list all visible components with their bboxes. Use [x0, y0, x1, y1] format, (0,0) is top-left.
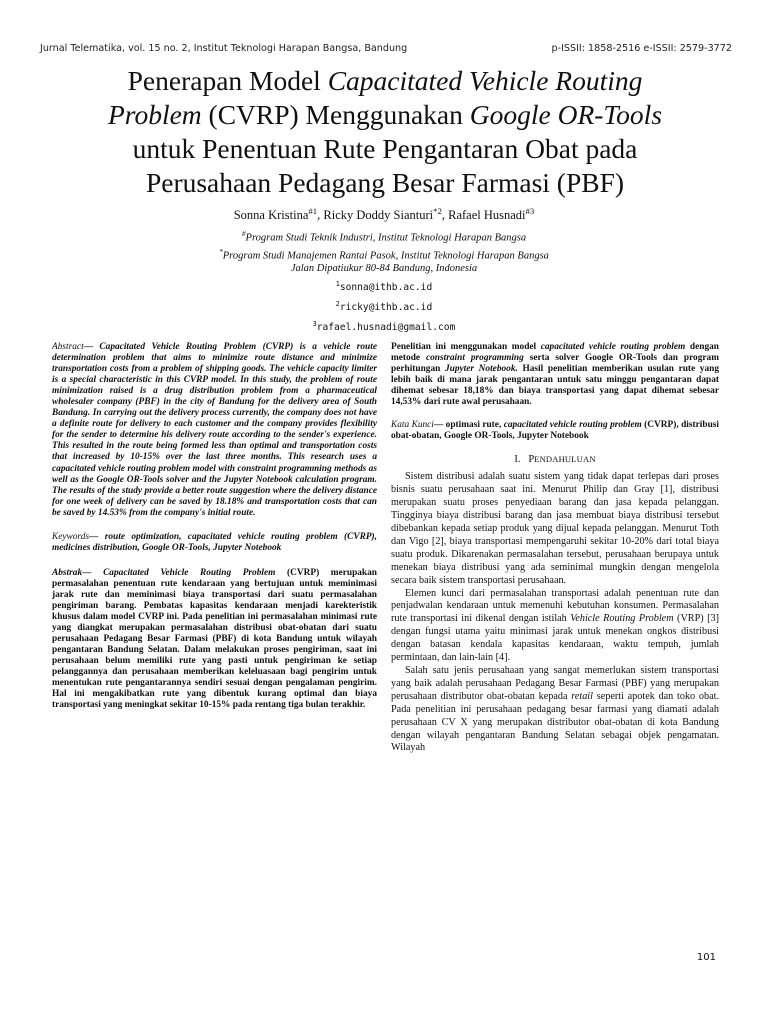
body-italic-term: Vehicle Routing Problem — [570, 613, 674, 625]
abstrak-text: Hasil penelitian memberikan usulan rute yang lebih baik di mana jarak pengantaran untuk satu minggu pengantaran dapat dihemat sebesar 18,18% dan biaya transportasi yang dapat dihemat sebesar 14,53% dari rute awal perusahaan. — [391, 364, 720, 408]
author-list — [0, 206, 768, 223]
keywords-english — [52, 532, 377, 554]
keywords-text: — route optimization, capacitated vehicle routing problem (CVRP), medicines distribution, Google OR-Tools, Jupyter Notebook — [52, 531, 377, 553]
affiliation-line — [0, 245, 768, 263]
running-header — [40, 43, 732, 57]
abstrak-text: serta solver Google OR-Tools dan program perhitungan — [391, 353, 719, 375]
kata-kunci-italic-term: capacitated vehicle routing problem — [503, 420, 642, 431]
title-text: (CVRP) Menggunakan — [201, 99, 470, 130]
author-separator: , — [317, 208, 324, 223]
author-mark: #3 — [525, 206, 535, 216]
title-line: untuk Penentuan Rute Pengantaran Obat pada — [132, 133, 638, 164]
section-title-initial: P — [528, 454, 535, 466]
abstrak-text: (CVRP) merupakan permasalahan penentuan rute kendaraan yang bertujuan untuk meminimasi jarak rute dan meminimasi biaya transportasi dari suatu permasalahan pengiriman barang. Pembatas kapasitas kendaraan menjadi karekteristik khusus dalam model CVRP ini. Pada penelitian ini permasalahan minimasi rute yang diangkat merupakan permasalahan distribusi obat-obatan dari suatu perusahaan Pedagang Besar Farmasi (PBF) di kota Bandung untuk wilayah pengantaran Bandung Selatan. Dalam melakukan proses pengiriman, saat ini perusahaan belum memiliki rute yang pasti untuk pengiriman ke setiap pelanggannya dan perusahaan memberikan keleluasaan bagi pengirim untuk menentukan rute pengantarannya sendiri sesuai dengan pengalaman pengirim. Hal ini mengakibatkan rute yang dibentuk kurang optimal dan biaya transportasi yang meningkat sekitar 10-15% pada rentang tiga bulan terakhir. — [52, 567, 377, 711]
author-mark: #1 — [308, 206, 318, 216]
title-italic-term: Capacitated Vehicle Routing — [327, 65, 643, 96]
issn-info: p-ISSII: 1858-2516 e-ISSII: 2579-3772 — [551, 43, 732, 54]
title-text: Penerapan Model — [127, 65, 328, 96]
title-italic-term: Google OR-Tools — [469, 99, 663, 130]
keywords-label: Keywords — [52, 531, 90, 542]
abstrak-italic-term: Jupyter Notebook. — [444, 364, 518, 375]
email-list — [0, 276, 768, 337]
kata-kunci — [391, 420, 719, 442]
author-name: Ricky Doddy Sianturi — [323, 208, 434, 223]
abstrak-label: Abstrak — [52, 567, 83, 578]
abstrak-text: Penelitian ini menggunakan model — [391, 342, 541, 352]
email-address[interactable]: ricky@ithb.ac.id — [339, 302, 433, 314]
affiliation-address: Jalan Dipatiukur 80-84 Bandung, Indonesia — [290, 263, 478, 274]
abstract-english — [52, 342, 377, 519]
kata-kunci-text: (CVRP), distribusi obat-obatan, Google OR-Tools, Jupyter Notebook — [391, 420, 719, 442]
abstract-text: — Capacitated Vehicle Routing Problem (CVRP) is a vehicle route determination problem that aims to minimize route distance and minimize transportation costs from a problem of shipping goods. The vehicle capacity limiter is a special characteristic in this CVRP model. In this study, the problem of route minimization raised is a drug distribution problem from a pharmaceutical wholesaler company (PBF) in the city of Bandung for the delivery area of South Bandung. In carrying out the delivery process currently, the company does not have a definite route for delivery to each customer and the company provides flexibility for the sender to determine his delivery route according to the sender's experience. This resulted in the route being formed less than optimal and transportation costs that increased by 10-15% over the last three months. This research uses a capacitated vehicle routing problem model with constraint programming methods as well as the Google OR-Tools solver and the Jupyter Notebook calculation program. The results of the study provide a better route suggestion where the delivery distance for one week of delivery can be saved by 18.18% and transportation costs that can be saved by 14.53% from the company's initial route. — [52, 342, 377, 518]
body-paragraph: Sistem distribusi adalah suatu sistem yang tidak dapat terlepas dari proses bisnis suatu perusahaan saat ini. Menurut Philip dan Gray [1], distribusi merupakan suatu proses penyediaan barang dan jasa kepada pelanggan. Tingginya biaya distribusi barang dan jasa membuat biaya distribusi tersebut dibebankan kepada setiap produk yang dijual kepada pelanggan. Menurut Toth dan Vigo [2], biaya transportasi mempengaruhi sekitar 10-20% dari total biaya suatu produk. Dikarenakan permasalahan tersebut, perusahaan berupaya untuk menekan biaya distribusi yang ada seminimal mungkin dengan mengelola secara baik sistem transportasi perusahaan. — [391, 471, 719, 586]
body-paragraph — [391, 665, 719, 755]
title-line: Perusahaan Pedagang Besar Farmasi (PBF) — [145, 167, 625, 198]
abstrak-term: — Capacitated Vehicle Routing Problem — [82, 567, 276, 578]
paper-title — [40, 64, 730, 200]
email-line — [0, 276, 768, 296]
author-name: Sonna Kristina — [233, 208, 309, 223]
affiliations — [0, 227, 768, 275]
abstract-indonesian — [52, 568, 377, 712]
email-address[interactable]: rafael.husnadi@gmail.com — [316, 322, 456, 334]
email-line — [0, 316, 768, 336]
section-number: I. — [514, 454, 521, 466]
author-separator: , — [441, 208, 449, 223]
affiliation-mark: # — [241, 229, 246, 238]
abstrak-italic-term: constraint programming — [425, 353, 524, 364]
body-paragraph — [391, 588, 719, 665]
affiliation-text: Program Studi Manajemen Rantai Pasok, Institut Teknologi Harapan Bangsa — [222, 250, 549, 261]
body-italic-term: retail — [571, 690, 593, 702]
left-column — [52, 342, 377, 711]
author-name: Rafael Husnadi — [448, 208, 526, 223]
abstrak-text: dengan metode — [391, 342, 719, 364]
section-heading — [391, 454, 719, 465]
affiliation-text: Program Studi Teknik Industri, Institut Teknologi Harapan Bangsa — [245, 232, 527, 244]
email-mark: 1 — [335, 280, 340, 288]
affiliation-line — [0, 227, 768, 245]
body-text: (VRP) [3] dengan fungsi utama yaitu minimasi jarak untuk menekan ongkos distribusi dengan batasan kendala kapasitas kendaraan, waktu tempuh, jumlah permintaan, dan lain-lain [4]. — [391, 613, 719, 664]
body-text: Elemen kunci dari permasalahan transportasi adalah penentuan rute dan penjadwalan kendaraan untuk memenuhi kebutuhan konsumen. Permasalahan rute transportasi ini dikenal dengan istilah — [391, 587, 719, 625]
body-text: Salah satu jenis perusahaan yang sangat memerlukan sistem transportasi yang baik adalah perusahaan Pedagang Besar Farmasi (PBF) yang merupakan perusahaan distributor obat-obatan kepada — [391, 665, 719, 702]
abstract-indonesian-continued — [391, 342, 719, 408]
affiliation-mark: * — [219, 246, 223, 256]
kata-kunci-label: Kata Kunci — [391, 420, 434, 431]
email-line — [0, 296, 768, 316]
email-mark: 2 — [335, 300, 340, 309]
section-title-rest: ENDAHULUAN — [534, 454, 596, 465]
right-column — [391, 342, 719, 755]
body-text: seperti apotek dan toko obat. Pada penelitian ini perusahaan pedagang besar farmasi yang diamati adalah perusahaan CV X yang merupakan distributor obat-obatan di kota Bandung dengan wilayah pengantaran Bandung Selatan sebagai objek pengamatan. Wilayah — [391, 690, 720, 754]
page-number: 101 — [696, 952, 716, 963]
author-mark: *2 — [433, 206, 442, 216]
title-italic-term: Problem — [107, 99, 202, 130]
email-address[interactable]: sonna@ithb.ac.id — [339, 282, 433, 294]
email-mark: 3 — [312, 320, 317, 329]
kata-kunci-text: — optimasi rute, — [433, 420, 504, 431]
journal-citation: Jurnal Telematika, vol. 15 no. 2, Institut Teknologi Harapan Bangsa, Bandung — [40, 43, 408, 54]
abstrak-italic-term: capacitated vehicle routing problem — [540, 342, 686, 352]
abstract-label: Abstract — [52, 342, 84, 352]
